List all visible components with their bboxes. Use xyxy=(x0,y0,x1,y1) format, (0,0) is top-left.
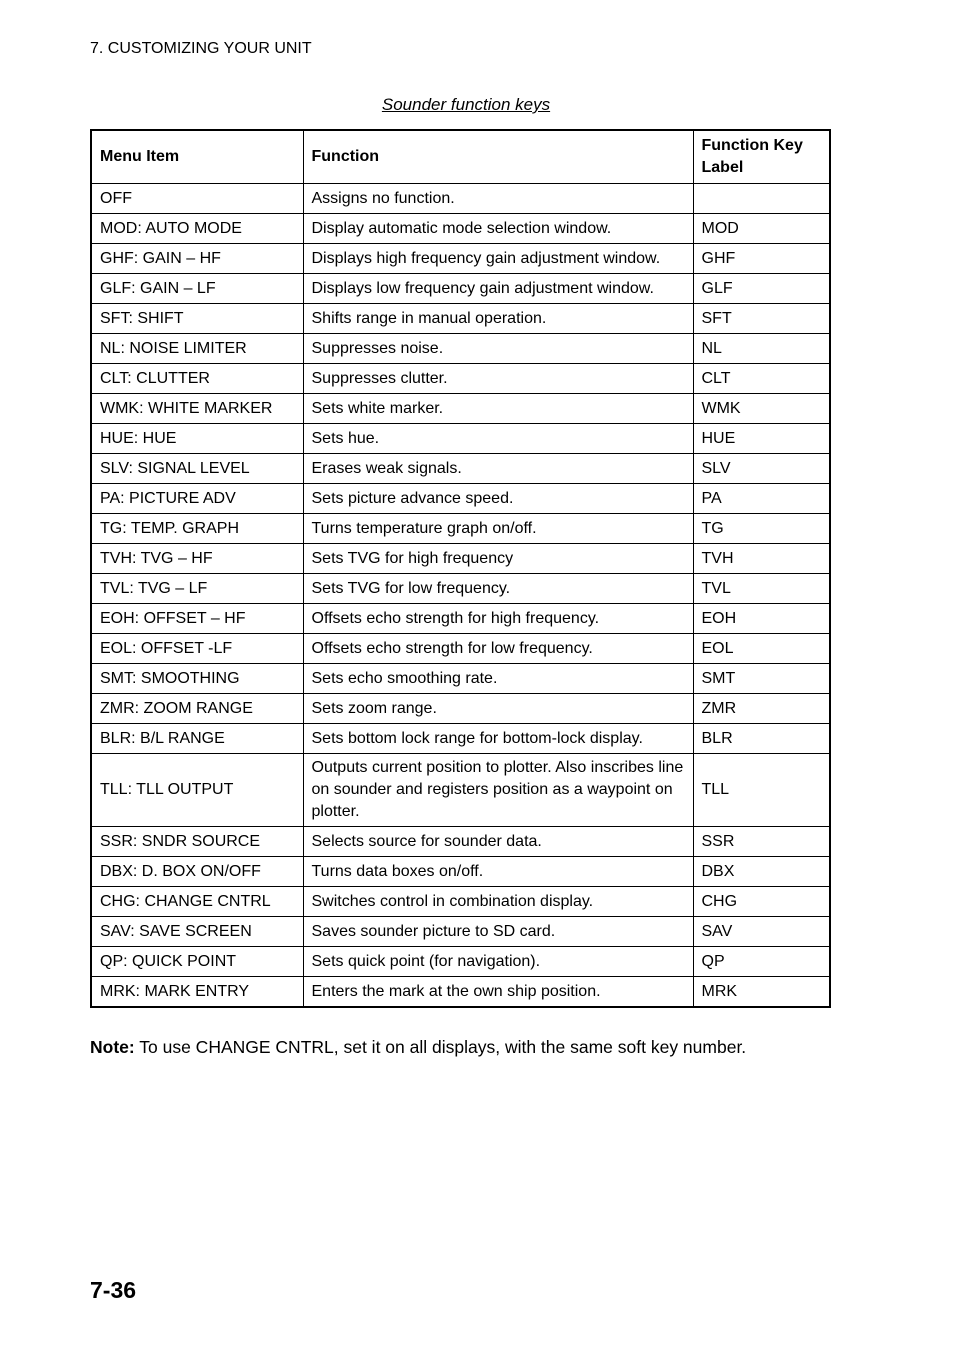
cell-key-label: MOD xyxy=(693,214,830,244)
table-row xyxy=(91,184,830,214)
cell-menu-item: PA: PICTURE ADV xyxy=(91,484,303,514)
cell-function: Turns temperature graph on/off. xyxy=(303,514,693,544)
table-row xyxy=(91,544,830,574)
cell-key-label: BLR xyxy=(693,724,830,754)
cell-menu-item: TVH: TVG – HF xyxy=(91,544,303,574)
cell-function: Offsets echo strength for low frequency. xyxy=(303,634,693,664)
cell-menu-item: MOD: AUTO MODE xyxy=(91,214,303,244)
cell-function: Sets bottom lock range for bottom-lock display. xyxy=(303,724,693,754)
table-row xyxy=(91,977,830,1008)
table-caption: Sounder function keys xyxy=(381,95,551,114)
cell-menu-item: MRK: MARK ENTRY xyxy=(91,977,303,1008)
cell-menu-item: HUE: HUE xyxy=(91,424,303,454)
cell-function: Shifts range in manual operation. xyxy=(303,304,693,334)
cell-function: Sets TVG for low frequency. xyxy=(303,574,693,604)
cell-key-label: SLV xyxy=(693,454,830,484)
cell-key-label: ZMR xyxy=(693,694,830,724)
table-row xyxy=(91,364,830,394)
cell-menu-item: OFF xyxy=(91,184,303,214)
cell-menu-item: EOH: OFFSET – HF xyxy=(91,604,303,634)
cell-function: Sets picture advance speed. xyxy=(303,484,693,514)
cell-key-label: CLT xyxy=(693,364,830,394)
table-row xyxy=(91,634,830,664)
cell-menu-item: SMT: SMOOTHING xyxy=(91,664,303,694)
cell-key-label: TG xyxy=(693,514,830,544)
cell-function: Suppresses noise. xyxy=(303,334,693,364)
cell-key-label: MRK xyxy=(693,977,830,1008)
cell-key-label: NL xyxy=(693,334,830,364)
cell-menu-item: CLT: CLUTTER xyxy=(91,364,303,394)
cell-function: Sets hue. xyxy=(303,424,693,454)
table-row xyxy=(91,304,830,334)
table-row xyxy=(91,857,830,887)
table-header-row xyxy=(91,130,830,184)
cell-function: Sets TVG for high frequency xyxy=(303,544,693,574)
column-header-menu-item: Menu Item xyxy=(91,130,303,184)
cell-menu-item: NL: NOISE LIMITER xyxy=(91,334,303,364)
table-row xyxy=(91,604,830,634)
cell-key-label: CHG xyxy=(693,887,830,917)
table-row xyxy=(91,484,830,514)
cell-menu-item: DBX: D. BOX ON/OFF xyxy=(91,857,303,887)
cell-menu-item: ZMR: ZOOM RANGE xyxy=(91,694,303,724)
table-row xyxy=(91,514,830,544)
cell-function: Sets echo smoothing rate. xyxy=(303,664,693,694)
cell-function: Display automatic mode selection window. xyxy=(303,214,693,244)
cell-key-label: DBX xyxy=(693,857,830,887)
cell-menu-item: TLL: TLL OUTPUT xyxy=(91,754,303,827)
cell-menu-item: BLR: B/L RANGE xyxy=(91,724,303,754)
table-row xyxy=(91,274,830,304)
cell-key-label: SSR xyxy=(693,827,830,857)
cell-key-label: SAV xyxy=(693,917,830,947)
table-row xyxy=(91,574,830,604)
cell-key-label: EOH xyxy=(693,604,830,634)
table-row xyxy=(91,664,830,694)
table-row xyxy=(91,424,830,454)
cell-function: Turns data boxes on/off. xyxy=(303,857,693,887)
cell-key-label: EOL xyxy=(693,634,830,664)
table-row xyxy=(91,244,830,274)
table-row xyxy=(91,694,830,724)
cell-key-label: QP xyxy=(693,947,830,977)
cell-menu-item: SFT: SHIFT xyxy=(91,304,303,334)
cell-key-label: HUE xyxy=(693,424,830,454)
cell-function: Offsets echo strength for high frequency. xyxy=(303,604,693,634)
column-header-function: Function xyxy=(303,130,693,184)
cell-function: Enters the mark at the own ship position. xyxy=(303,977,693,1008)
note xyxy=(90,1037,746,1058)
cell-function: Displays high frequency gain adjustment window. xyxy=(303,244,693,274)
cell-menu-item: QP: QUICK POINT xyxy=(91,947,303,977)
function-keys-table xyxy=(90,129,831,1008)
cell-menu-item: TVL: TVG – LF xyxy=(91,574,303,604)
table-row xyxy=(91,214,830,244)
page-number: 7-36 xyxy=(90,1277,137,1303)
cell-menu-item: SSR: SNDR SOURCE xyxy=(91,827,303,857)
note-label: Note: xyxy=(90,1037,135,1057)
cell-menu-item: GLF: GAIN – LF xyxy=(91,274,303,304)
cell-function: Outputs current position to plotter. Also inscribes line on sounder and registers position as a waypoint on plotter. xyxy=(303,754,693,827)
cell-function: Erases weak signals. xyxy=(303,454,693,484)
cell-function: Assigns no function. xyxy=(303,184,693,214)
cell-function: Suppresses clutter. xyxy=(303,364,693,394)
column-header-key-label: Function Key Label xyxy=(693,130,830,184)
cell-function: Selects source for sounder data. xyxy=(303,827,693,857)
cell-function: Displays low frequency gain adjustment window. xyxy=(303,274,693,304)
table-row xyxy=(91,454,830,484)
table-row xyxy=(91,754,830,827)
cell-function: Sets zoom range. xyxy=(303,694,693,724)
table-row xyxy=(91,947,830,977)
table-row xyxy=(91,917,830,947)
cell-key-label: PA xyxy=(693,484,830,514)
table-row xyxy=(91,394,830,424)
cell-menu-item: CHG: CHANGE CNTRL xyxy=(91,887,303,917)
cell-key-label: WMK xyxy=(693,394,830,424)
cell-key-label: GHF xyxy=(693,244,830,274)
cell-key-label: TLL xyxy=(693,754,830,827)
cell-menu-item: SLV: SIGNAL LEVEL xyxy=(91,454,303,484)
cell-key-label: TVL xyxy=(693,574,830,604)
cell-menu-item: GHF: GAIN – HF xyxy=(91,244,303,274)
cell-key-label: TVH xyxy=(693,544,830,574)
cell-function: Switches control in combination display. xyxy=(303,887,693,917)
table-body xyxy=(91,184,830,1008)
cell-key-label xyxy=(693,184,830,214)
cell-menu-item: EOL: OFFSET -LF xyxy=(91,634,303,664)
cell-function: Saves sounder picture to SD card. xyxy=(303,917,693,947)
note-text: To use CHANGE CNTRL, set it on all displays, with the same soft key number. xyxy=(134,1037,747,1057)
table-row xyxy=(91,724,830,754)
table-row xyxy=(91,827,830,857)
cell-menu-item: TG: TEMP. GRAPH xyxy=(91,514,303,544)
table-row xyxy=(91,887,830,917)
cell-key-label: SMT xyxy=(693,664,830,694)
cell-menu-item: SAV: SAVE SCREEN xyxy=(91,917,303,947)
cell-key-label: GLF xyxy=(693,274,830,304)
cell-menu-item: WMK: WHITE MARKER xyxy=(91,394,303,424)
section-header: 7. CUSTOMIZING YOUR UNIT xyxy=(90,40,312,57)
cell-function: Sets quick point (for navigation). xyxy=(303,947,693,977)
cell-function: Sets white marker. xyxy=(303,394,693,424)
cell-key-label: SFT xyxy=(693,304,830,334)
table-row xyxy=(91,334,830,364)
